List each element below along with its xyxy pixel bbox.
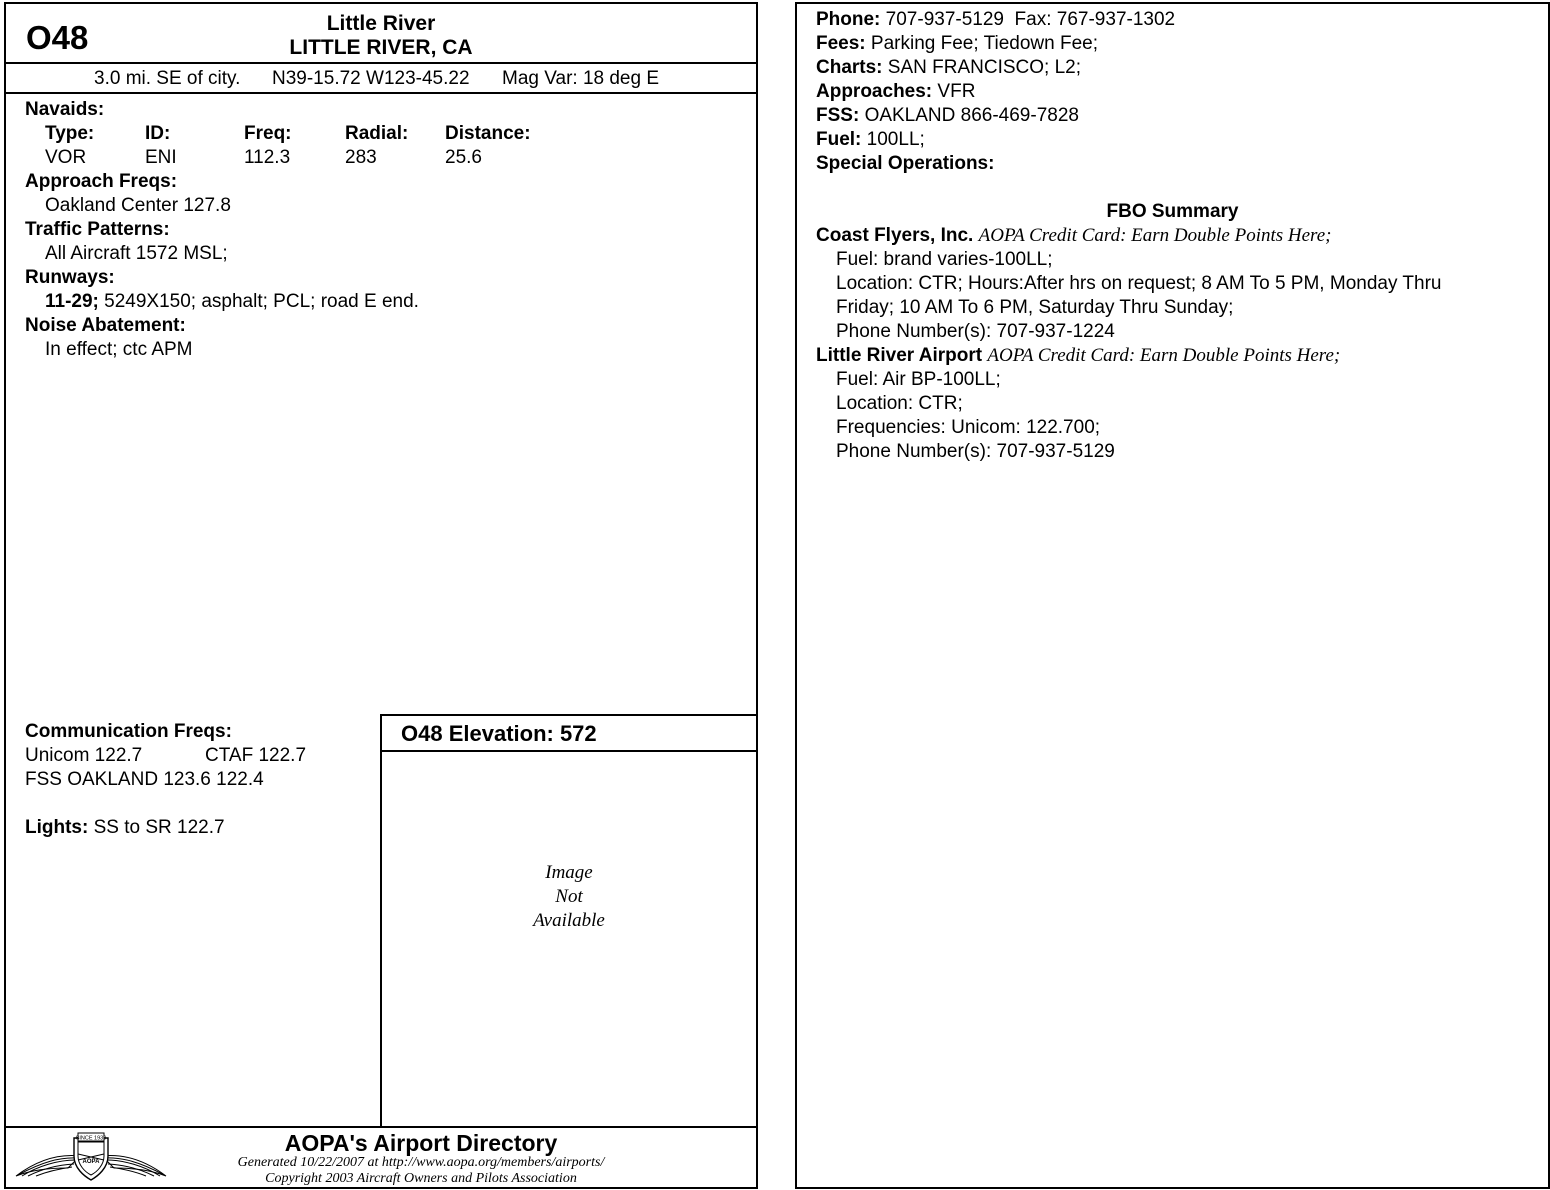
fbo-item-line: Fuel: Air BP-100LL; — [836, 369, 1001, 390]
fbo-item-name-row — [816, 224, 1332, 248]
right-panel — [795, 2, 1550, 1189]
navaid-type: VOR — [45, 147, 87, 168]
logo-center-text: AOPA — [82, 1159, 100, 1165]
runways-heading: Runways: — [25, 267, 115, 288]
image-not-available-line3: Available — [533, 910, 605, 931]
runway-id: 11-29; — [45, 291, 99, 312]
fss-value: OAKLAND 866-469-7828 — [864, 105, 1079, 126]
airport-id: O48 — [26, 19, 89, 56]
fuel-row — [816, 128, 925, 152]
navaids-col-radial: Radial: — [345, 123, 409, 144]
fees-label: Fees: — [816, 33, 866, 54]
image-not-available-line2: Not — [555, 886, 583, 907]
fbo-item-note: AOPA Credit Card: Earn Double Points Here; — [987, 345, 1341, 366]
approaches-value: VFR — [937, 81, 976, 102]
fbo-item-name-row — [816, 344, 1340, 368]
phone-label: Phone: — [816, 9, 881, 30]
footer-generated: Generated 10/22/2007 at http://www.aopa.org/members/airports/ — [237, 1155, 605, 1170]
traffic-patterns-heading: Traffic Patterns: — [25, 219, 170, 240]
navaids-heading: Navaids: — [25, 99, 105, 120]
traffic-patterns-value: All Aircraft 1572 MSL; — [45, 243, 228, 264]
special-operations-label: Special Operations: — [816, 153, 995, 174]
footer-title: AOPA's Airport Directory — [284, 1130, 558, 1156]
noise-abatement-heading: Noise Abatement: — [25, 315, 186, 336]
approach-freqs-heading: Approach Freqs: — [25, 171, 178, 192]
image-not-available-line1: Image — [545, 862, 593, 883]
aopa-logo-icon — [12, 1130, 170, 1184]
fss-label: FSS: — [816, 105, 860, 126]
charts-label: Charts: — [816, 57, 883, 78]
lights-row — [25, 816, 225, 840]
navaids-col-freq: Freq: — [244, 123, 292, 144]
location-divider — [6, 92, 756, 94]
runway-details: 5249X150; asphalt; PCL; road E end. — [104, 291, 419, 312]
fbo-item-line: Phone Number(s): 707-937-5129 — [836, 441, 1115, 462]
fbo-summary-heading: FBO Summary — [1106, 201, 1239, 222]
navaids-col-distance: Distance: — [445, 123, 531, 144]
elevation-title: O48 Elevation: 572 — [401, 721, 597, 746]
fbo-item-line: Phone Number(s): 707-937-1224 — [836, 321, 1115, 342]
left-panel — [4, 2, 758, 1189]
runway-row — [45, 290, 419, 314]
coordinates: N39-15.72 W123-45.22 — [272, 68, 470, 89]
elevation-title-divider — [380, 750, 756, 752]
comm-fss: FSS OAKLAND 123.6 122.4 — [25, 769, 264, 790]
mag-var: Mag Var: 18 deg E — [502, 68, 660, 89]
fbo-item-line: Fuel: brand varies-100LL; — [836, 249, 1053, 270]
fees-row — [816, 32, 1098, 56]
airport-name: Little River — [326, 12, 436, 35]
fuel-label: Fuel: — [816, 129, 862, 150]
phone-value: 707-937-5129 Fax: 767-937-1302 — [885, 9, 1176, 30]
phone-row — [816, 8, 1175, 32]
airport-city-state: LITTLE RIVER, CA — [289, 36, 473, 59]
charts-row — [816, 56, 1081, 80]
fbo-item-line: Location: CTR; Hours:After hrs on request; 8 AM To 5 PM, Monday Thru — [836, 273, 1442, 294]
lights-label: Lights: — [25, 817, 89, 838]
fbo-item-line: Location: CTR; — [836, 393, 963, 414]
fss-row — [816, 104, 1079, 128]
fbo-item-name: Little River Airport — [816, 345, 983, 366]
navaids-col-id: ID: — [145, 123, 171, 144]
logo-banner-text: SINCE 1939 — [75, 1135, 107, 1142]
fbo-item-line: Friday; 10 AM To 6 PM, Saturday Thru Sunday; — [836, 297, 1234, 318]
elevation-top-border — [380, 714, 756, 716]
fbo-item-note: AOPA Credit Card: Earn Double Points Here; — [978, 225, 1332, 246]
lights-value: SS to SR 122.7 — [93, 817, 225, 838]
navaids-col-type: Type: — [45, 123, 95, 144]
fuel-value: 100LL; — [866, 129, 925, 150]
noise-abatement-value: In effect; ctc APM — [45, 339, 193, 360]
comm-freqs-heading: Communication Freqs: — [25, 721, 232, 742]
fees-value: Parking Fee; Tiedown Fee; — [870, 33, 1098, 54]
footer-copyright: Copyright 2003 Aircraft Owners and Pilots Association — [265, 1171, 577, 1186]
navaid-freq: 112.3 — [244, 147, 291, 168]
charts-value: SAN FRANCISCO; L2; — [887, 57, 1082, 78]
approaches-label: Approaches: — [816, 81, 933, 102]
footer-divider — [6, 1126, 756, 1128]
fbo-item-line: Frequencies: Unicom: 122.700; — [836, 417, 1101, 438]
fbo-item-name: Coast Flyers, Inc. — [816, 225, 974, 246]
navaid-radial: 283 — [345, 147, 377, 168]
navaid-distance: 25.6 — [445, 147, 482, 168]
comm-ctaf: CTAF 122.7 — [205, 745, 307, 766]
navaid-id: ENI — [145, 147, 177, 168]
comm-unicom: Unicom 122.7 — [25, 745, 143, 766]
airport-image-placeholder — [382, 861, 756, 933]
header-divider — [6, 62, 756, 64]
approach-freqs-value: Oakland Center 127.8 — [45, 195, 231, 216]
approaches-row — [816, 80, 975, 104]
distance-from-city: 3.0 mi. SE of city. — [94, 68, 241, 89]
